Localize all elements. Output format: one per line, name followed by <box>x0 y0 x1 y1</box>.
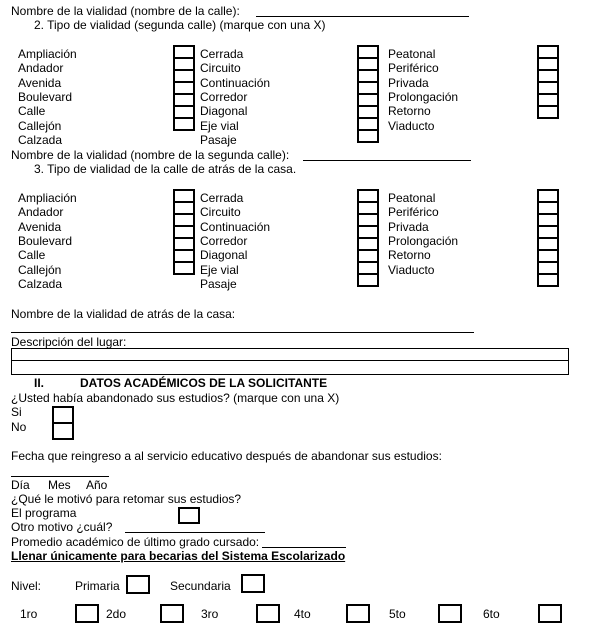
option-label: Privada <box>388 76 429 90</box>
grade-5-checkbox[interactable] <box>438 604 462 623</box>
option-label: Avenida <box>18 76 62 90</box>
grade-label: 6to <box>483 607 500 621</box>
option-label: Corredor <box>200 234 248 248</box>
grade-label: 2do <box>106 607 127 621</box>
average-line[interactable] <box>262 547 346 548</box>
day-label: Día <box>11 478 30 492</box>
option-label: Periférico <box>388 61 439 75</box>
option-label: Eje vial <box>200 263 239 277</box>
option-label: Prolongación <box>388 90 459 104</box>
checkbox-column-1b <box>173 189 195 275</box>
checkbox-column-1 <box>173 45 195 131</box>
checkbox[interactable] <box>173 117 195 131</box>
abandon-question: ¿Usted había abandonado sus estudios? (marque con una X) <box>11 391 340 405</box>
level-label: Nivel: <box>11 579 42 593</box>
yes-label: Si <box>11 405 22 419</box>
secondary-checkbox[interactable] <box>241 574 265 593</box>
no-checkbox[interactable] <box>52 422 74 440</box>
street-name-line[interactable] <box>256 16 469 17</box>
option-label: Cerrada <box>200 191 244 205</box>
grade-3-checkbox[interactable] <box>256 604 280 623</box>
description-label: Descripción del lugar: <box>11 335 127 349</box>
back-street-name-line[interactable] <box>11 332 474 333</box>
checkbox[interactable] <box>537 105 559 119</box>
year-label: Año <box>86 478 108 492</box>
option-label: Continuación <box>200 76 271 90</box>
option-label: Circuito <box>200 61 241 75</box>
scholarship-note: Llenar únicamente para becarias del Sistema Escolarizado <box>11 549 346 563</box>
primary-checkbox[interactable] <box>126 575 150 594</box>
option-label: Andador <box>18 205 64 219</box>
option-label: Calzada <box>18 133 63 147</box>
option-label: Circuito <box>200 205 241 219</box>
month-label: Mes <box>48 478 71 492</box>
option-label: Corredor <box>200 90 248 104</box>
program-checkbox[interactable] <box>178 507 200 524</box>
other-motive-label: Otro motivo ¿cuál? <box>11 520 113 534</box>
question-2-label: 2. Tipo de vialidad (segunda calle) (marque con una X) <box>34 18 326 32</box>
yes-no-checkboxes <box>52 406 74 440</box>
reentry-date-label: Fecha que reingreso a al servicio educativo después de abandonar sus estudios: <box>11 449 442 463</box>
option-label: Privada <box>388 220 429 234</box>
option-label: Callejón <box>18 263 62 277</box>
street2-name-label: Nombre de la vialidad (nombre de la segunda calle): <box>11 148 290 162</box>
option-label: Calle <box>18 248 46 262</box>
checkbox-column-3 <box>537 45 559 119</box>
option-label: Callejón <box>18 119 62 133</box>
option-label: Prolongación <box>388 234 459 248</box>
motive-question: ¿Qué le motivó para retomar sus estudios? <box>11 492 242 506</box>
option-label: Ampliación <box>18 47 77 61</box>
section-title: DATOS ACADÉMICOS DE LA SOLICITANTE <box>80 376 328 390</box>
option-label: Calle <box>18 104 46 118</box>
checkbox[interactable] <box>537 273 559 287</box>
option-label: Pasaje <box>200 133 237 147</box>
option-label: Boulevard <box>18 90 73 104</box>
section-number: II. <box>34 376 45 390</box>
checkbox[interactable] <box>357 273 379 287</box>
option-label: Ampliación <box>18 191 77 205</box>
question-3-label: 3. Tipo de vialidad de la calle de atrás de la casa. <box>34 162 297 176</box>
option-label: Andador <box>18 61 64 75</box>
other-motive-line[interactable] <box>125 532 265 533</box>
grade-label: 3ro <box>201 607 219 621</box>
option-label: Peatonal <box>388 191 436 205</box>
checkbox-column-3b <box>537 189 559 287</box>
option-label: Retorno <box>388 104 431 118</box>
option-label: Boulevard <box>18 234 73 248</box>
street2-name-line[interactable] <box>303 160 471 161</box>
grade-6-checkbox[interactable] <box>538 604 562 623</box>
primary-label: Primaria <box>75 579 120 593</box>
option-label: Peatonal <box>388 47 436 61</box>
option-label: Viaducto <box>388 119 435 133</box>
option-label: Calzada <box>18 277 63 291</box>
option-label: Continuación <box>200 220 271 234</box>
program-label: El programa <box>11 506 77 520</box>
checkbox[interactable] <box>357 129 379 143</box>
option-label: Periférico <box>388 205 439 219</box>
street-name-label: Nombre de la vialidad (nombre de la calle): <box>11 4 240 18</box>
checkbox[interactable] <box>173 261 195 275</box>
option-label: Viaducto <box>388 263 435 277</box>
grade-1-checkbox[interactable] <box>75 604 99 623</box>
option-label: Retorno <box>388 248 431 262</box>
grade-2-checkbox[interactable] <box>160 604 184 623</box>
secondary-label: Secundaria <box>170 579 231 593</box>
grade-label: 5to <box>389 607 406 621</box>
no-label: No <box>11 420 27 434</box>
option-label: Eje vial <box>200 119 239 133</box>
back-street-name-label: Nombre de la vialidad de atrás de la casa: <box>11 307 236 321</box>
checkbox-column-2 <box>357 45 379 143</box>
option-label: Avenida <box>18 220 62 234</box>
option-label: Diagonal <box>200 104 248 118</box>
grade-label: 4to <box>294 607 311 621</box>
reentry-date-line[interactable] <box>11 476 109 477</box>
average-label: Promedio académico de último grado cursado: <box>11 535 260 549</box>
option-label: Cerrada <box>200 47 244 61</box>
option-label: Pasaje <box>200 277 237 291</box>
grade-label: 1ro <box>20 607 38 621</box>
option-label: Diagonal <box>200 248 248 262</box>
checkbox-column-2b <box>357 189 379 287</box>
grade-4-checkbox[interactable] <box>346 604 370 623</box>
